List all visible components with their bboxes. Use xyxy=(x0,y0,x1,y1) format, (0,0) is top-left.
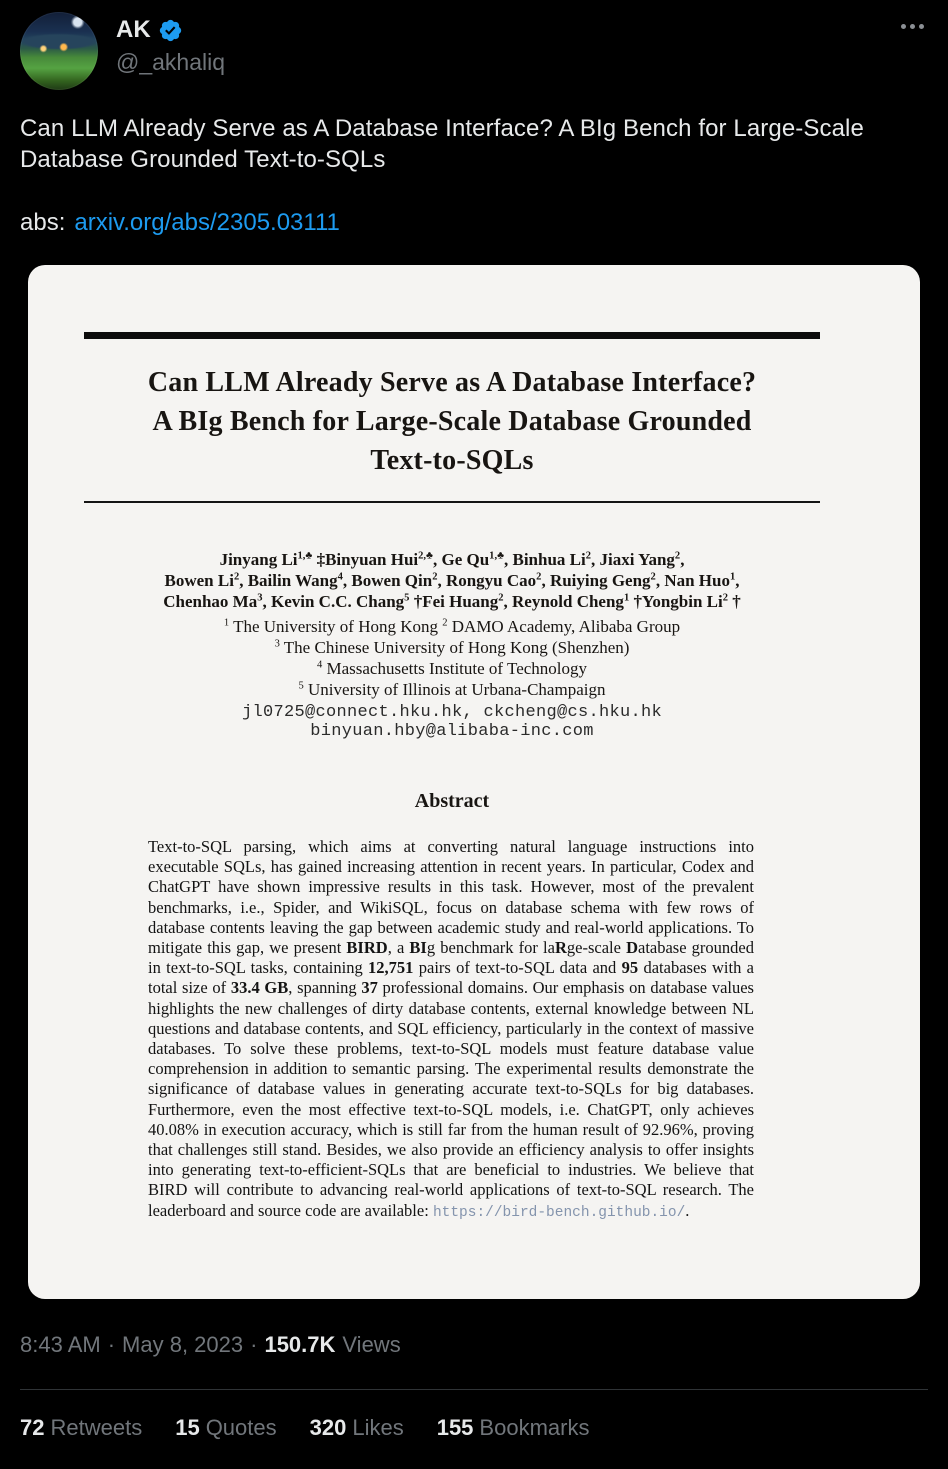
quotes-label: Quotes xyxy=(205,1415,277,1440)
paper-emails xyxy=(84,703,820,741)
retweets-count: 72 xyxy=(20,1415,45,1440)
tweet-text: Can LLM Already Serve as A Database Interface? A BIg Bench for Large-Scale Database Grounded Text-to-SQLs xyxy=(20,115,864,173)
avatar[interactable] xyxy=(20,12,98,90)
abstract-text: Text-to-SQL parsing, which aims at converting natural language instructions into executable SQLs, has gained increasing attention in recent years. In particular, Codex and ChatGPT have shown impressive results in this task. However, most of the prevalent benchmarks, i.e., Spider, and WikiSQL, focus on database schema with few rows of database contents leaving the gap between academic study and real-world applications. To mitigate this gap, we present BIRD, a BIg benchmark for laRge-scale Database grounded in text-to-SQL tasks, containing 12,751 pairs of text-to-SQL data and 95 databases with a total size of 33.4 GB, spanning 37 professional domains. Our emphasis on database values highlights the new challenges of dirty database contents, external knowledge between NL questions and database contents, and SQL efficiency, particularly in the context of massive databases. To solve these problems, text-to-SQL models must feature database value comprehension in addition to semantic parsing. The experimental results demonstrate the significance of database values in generating accurate text-to-SQLs for big databases. Furthermore, even the most effective text-to-SQL models, i.e. ChatGPT, only achieves 40.08% in execution accuracy, which is still far from the human result of 92.96%, proving that challenges still stand. Besides, we also provide an efficiency analysis to offer insights into generating text-to-efficient-SQLs that are beneficial to industries. We believe that BIRD will contribute to advancing real-world applications of text-to-SQL research. The leaderboard and source code are available: https://bird-bench.github.io/. xyxy=(148,837,755,1221)
retweets-label: Retweets xyxy=(50,1415,143,1440)
paper-title xyxy=(84,363,820,480)
affiliation-line: $^5$ University of Illinois at Urbana-Champaign xyxy=(298,680,606,699)
tweet-link-line xyxy=(0,208,948,238)
views-count: 150.7K xyxy=(264,1332,336,1357)
user-identity xyxy=(116,12,899,76)
more-options-button[interactable] xyxy=(899,12,926,41)
verified-badge-icon xyxy=(158,18,183,43)
author-line: Bowen Li$^2$, Bailin Wang$^4$, Bowen Qin$^2$, Rongyu Cao$^2$, Ruiying Geng$^2$, Nan Huo$^1$, xyxy=(164,571,740,590)
paper-title-rule xyxy=(84,501,820,503)
bookmarks-label: Bookmarks xyxy=(479,1415,590,1440)
quotes-stat[interactable] xyxy=(175,1415,276,1441)
user-handle[interactable]: @_akhaliq xyxy=(116,49,226,75)
paper-page xyxy=(84,332,820,1223)
likes-count: 320 xyxy=(309,1415,347,1440)
separator: · xyxy=(107,1332,116,1357)
email-line: jl0725@connect.hku.hk, ckcheng@cs.hku.hk xyxy=(241,703,663,722)
dot-icon xyxy=(910,24,915,29)
divider xyxy=(20,1389,928,1390)
display-name[interactable]: AK xyxy=(116,16,151,43)
dot-icon xyxy=(919,24,924,29)
likes-label: Likes xyxy=(352,1415,404,1440)
engagement-stats xyxy=(0,1415,948,1441)
bookmarks-count: 155 xyxy=(436,1415,474,1440)
paper-title-line: A BIg Bench for Large-Scale Database Grounded xyxy=(152,406,752,437)
likes-stat[interactable] xyxy=(310,1415,404,1441)
timestamp-row xyxy=(0,1332,948,1358)
retweets-stat[interactable] xyxy=(20,1415,142,1441)
post-date: May 8, 2023 xyxy=(122,1332,244,1357)
dot-icon xyxy=(901,24,906,29)
link-prefix: abs: xyxy=(20,209,66,236)
author-line: Jinyang $Li^{1,♣}$ ‡Binyuan Hui$^{2,♣}$, Ge $Qu^{1,♣}$, Binhua Li$^2$, Jiaxi Yang$^2$, xyxy=(219,550,685,569)
affiliation-line: $^3$ The Chinese University of Hong Kong (Shenzhen) xyxy=(274,638,630,657)
paper-authors xyxy=(84,549,820,612)
arxiv-link[interactable]: arxiv.org/abs/2305.03111 xyxy=(74,209,340,236)
paper-top-rule xyxy=(84,332,820,339)
paper-title-line: Text-to-SQLs xyxy=(370,445,534,476)
bookmarks-stat[interactable] xyxy=(437,1415,590,1441)
paper-affiliations xyxy=(84,616,820,700)
views-label: Views xyxy=(342,1332,401,1357)
abstract-heading: Abstract xyxy=(414,790,490,812)
post-time: 8:43 AM xyxy=(20,1332,101,1357)
quotes-count: 15 xyxy=(175,1415,200,1440)
affiliation-line: $^4$ Massachusetts Institute of Technology xyxy=(316,659,588,678)
paper-image-card[interactable] xyxy=(28,265,920,1299)
author-line: Chenhao Ma$^3$, Kevin C.C. Chang$^5$ †Fei Huang$^2$, Reynold Cheng$^1$ †Yongbin Li$^2$ † xyxy=(163,592,741,611)
separator: · xyxy=(250,1332,258,1357)
affiliation-line: $^1$ The University of Hong Kong $^2$ DAMO Academy, Alibaba Group xyxy=(223,617,681,636)
paper-title-line: Can LLM Already Serve as A Database Interface? xyxy=(147,367,757,398)
email-line: binyuan.hby@alibaba-inc.com xyxy=(310,722,594,741)
tweet-header xyxy=(0,12,948,90)
